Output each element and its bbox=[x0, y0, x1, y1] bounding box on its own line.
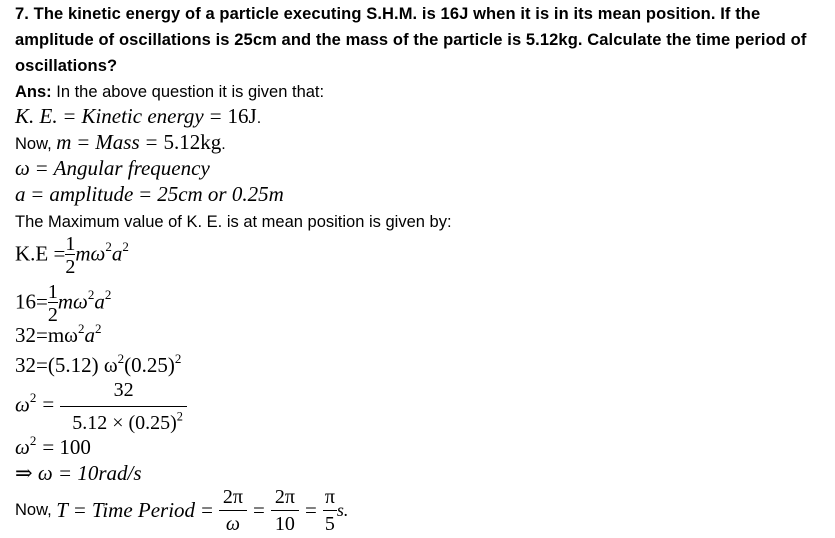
half-denominator: 2 bbox=[65, 256, 76, 278]
p-den2: 10 bbox=[271, 510, 299, 534]
amp-symbol: a bbox=[15, 182, 26, 206]
eq5-den-text: 5.12 × (0.25) bbox=[72, 412, 177, 434]
sup: 2 bbox=[29, 432, 37, 448]
p-den3: 5 bbox=[323, 510, 337, 534]
eq5-numerator: 32 bbox=[113, 379, 134, 401]
period-symbol: T bbox=[56, 498, 68, 522]
question-line-1: 7. The kinetic energy of a particle executing S.H.M. is 16J when it is in its mean position. If the bbox=[15, 5, 761, 23]
sup: 2 bbox=[176, 409, 183, 424]
mass-definition: Now, m = Mass = 5.12kg. bbox=[15, 130, 226, 154]
half-numerator: 1 bbox=[47, 281, 58, 303]
sup: 2 bbox=[105, 239, 112, 255]
ke-symbol: K. E. bbox=[15, 104, 58, 128]
eq6-lhs: ω bbox=[15, 435, 30, 459]
sup: 2 bbox=[122, 239, 129, 255]
eq5-lhs: ω bbox=[15, 392, 30, 417]
p-num3: π bbox=[324, 486, 335, 508]
sup: 2 bbox=[174, 350, 182, 366]
eq4-rhs: (0.25) bbox=[124, 353, 175, 377]
mass-value: 5.12kg bbox=[163, 130, 222, 154]
question-line-2: amplitude of oscillations is 25cm and the mass of the particle is 5.12kg. Calculate the time period of bbox=[15, 31, 807, 49]
answer-intro bbox=[15, 83, 324, 102]
p-num1: 2π bbox=[222, 486, 244, 508]
eq4-lhs: 32=(5.12) ω bbox=[15, 353, 118, 377]
omega-word: Angular frequency bbox=[53, 156, 210, 180]
period-fraction-2 bbox=[271, 487, 299, 534]
eq5-denominator bbox=[60, 406, 187, 433]
half-denominator: 2 bbox=[47, 304, 58, 326]
equation-6 bbox=[15, 432, 91, 460]
sup: 2 bbox=[87, 287, 95, 303]
sup: 2 bbox=[104, 287, 112, 303]
question-line-3: oscillations? bbox=[15, 57, 118, 75]
omega-definition: ω = Angular frequency bbox=[15, 156, 210, 180]
omega-symbol: ω bbox=[15, 156, 30, 180]
half-fraction-2 bbox=[48, 282, 58, 325]
period-equation: Now, T = Time Period = $\frac{2\pi}{\omega}$ = $\frac{2\pi}{10}$ = $\frac{\pi}{5}$ s. bbox=[15, 486, 349, 535]
eq3-text: 32=mω bbox=[15, 323, 78, 347]
omega-squared-fraction bbox=[60, 380, 187, 433]
mass-word: Mass bbox=[95, 130, 140, 154]
equation-4 bbox=[15, 350, 182, 378]
half-numerator: 1 bbox=[65, 233, 76, 255]
amplitude-definition: a = amplitude = 25cm or 0.25m bbox=[15, 182, 284, 206]
equation-5: $\omega^2$ = $\frac{32}{5.12 \times (0.25)^2}$ bbox=[15, 380, 187, 433]
eq1-rhs: mω bbox=[75, 241, 106, 266]
p-den1: ω bbox=[219, 510, 247, 534]
ke-value: 16J bbox=[227, 104, 257, 128]
p-num2: 2π bbox=[274, 486, 295, 508]
now-label-period: Now, bbox=[15, 501, 57, 519]
sup: 2 bbox=[117, 350, 125, 366]
eq2-lhs: 16= bbox=[15, 289, 48, 314]
eq6-rhs: = 100 bbox=[42, 435, 91, 459]
eq1-lhs: K.E = bbox=[15, 241, 66, 266]
period-word: Time Period bbox=[91, 498, 196, 522]
answer-label: Ans: bbox=[15, 83, 52, 101]
period-unit: s. bbox=[336, 500, 349, 520]
answer-intro-text: In the above question it is given that: bbox=[51, 83, 325, 101]
max-value-text: The Maximum value of K. E. is at mean position is given by: bbox=[15, 213, 452, 231]
half-fraction-1 bbox=[65, 234, 75, 277]
mass-symbol: m bbox=[56, 130, 72, 154]
eq2-rhs: mω bbox=[57, 289, 88, 314]
sup: 2 bbox=[78, 320, 85, 336]
equation-2: 16= $\frac{1}{2}$ $m\omega^2a^2$ bbox=[15, 281, 112, 326]
equation-3: $32=m\omega^2a^2$ bbox=[15, 320, 102, 347]
ke-word: Kinetic energy bbox=[81, 104, 204, 128]
now-label-mass: Now, bbox=[15, 135, 57, 153]
equation-1: K.E = $\frac{1}{2}$ $m\omega^2a^2$ bbox=[15, 233, 129, 278]
ke-definition: K. E. = Kinetic energy = 16J. bbox=[15, 104, 262, 128]
amp-value: 25cm or 0.25m bbox=[157, 182, 284, 206]
amp-word: amplitude bbox=[49, 182, 134, 206]
sup: 2 bbox=[29, 390, 37, 406]
period-fraction-3 bbox=[323, 487, 337, 534]
equation-7: ⇒ ω = 10rad/s bbox=[15, 461, 142, 485]
sup: 2 bbox=[95, 320, 102, 336]
period-fraction-1 bbox=[219, 487, 247, 534]
